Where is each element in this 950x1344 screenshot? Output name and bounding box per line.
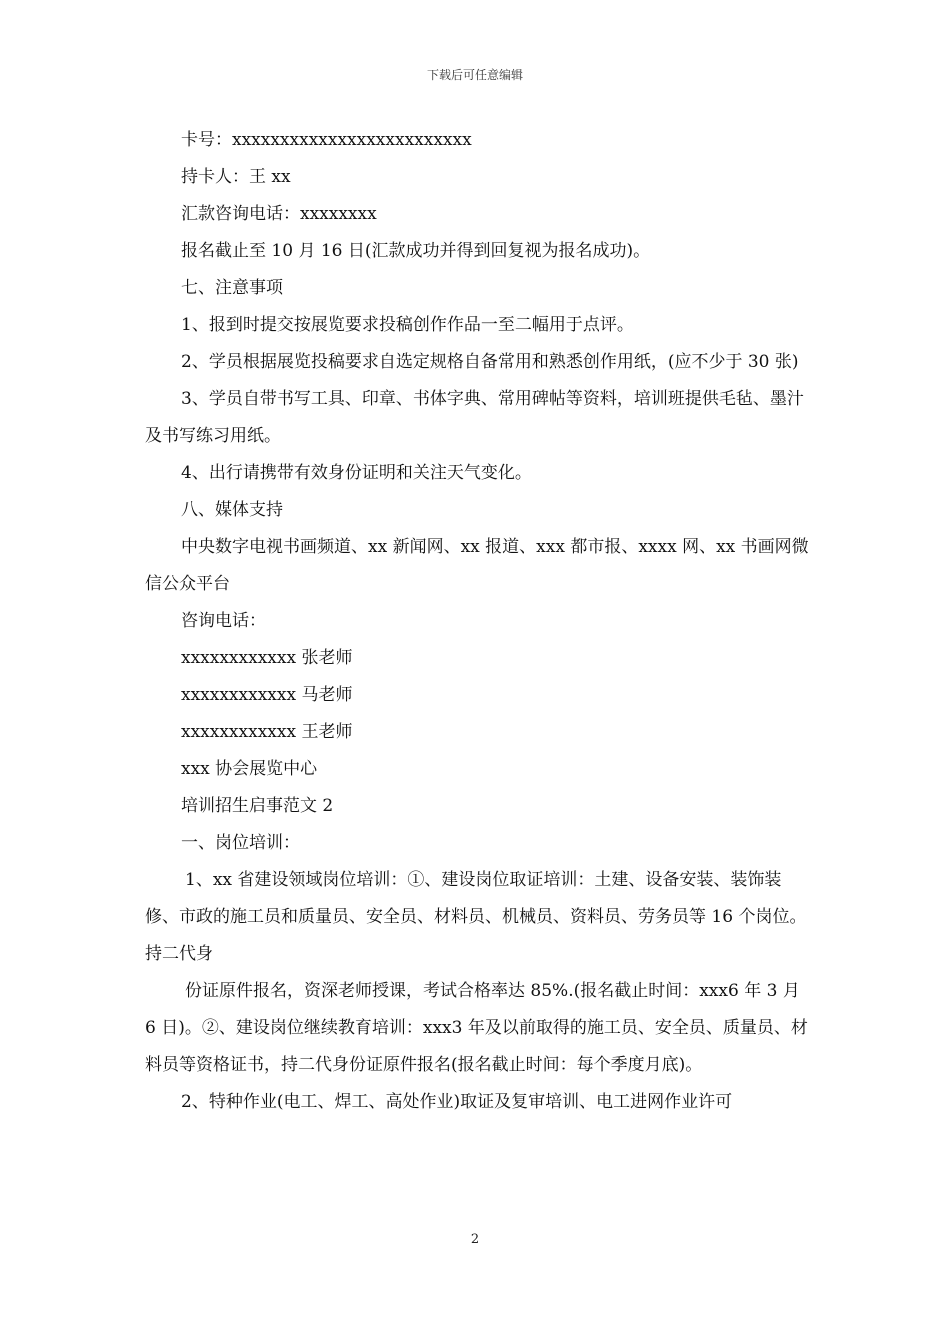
paragraph-training-2: 2、特种作业(电工、焊工、高处作业)取证及复审培训、电工进网作业许可 xyxy=(181,1092,733,1112)
paragraph-note-2: 2、学员根据展览投稿要求自选定规格自备常用和熟悉创作用纸，(应不少于 30 张) xyxy=(181,352,799,372)
paragraph-contact-ma: xxxxxxxxxxxx 马老师 xyxy=(181,685,353,705)
section-heading-media: 八、媒体支持 xyxy=(181,500,283,520)
paragraph-remittance-phone: 汇款咨询电话：xxxxxxxx xyxy=(181,204,377,224)
paragraph-cardholder: 持卡人：王 xx xyxy=(181,167,291,187)
paragraph-sample-title: 培训招生启事范文 2 xyxy=(181,796,334,816)
document-body xyxy=(145,122,810,1121)
paragraph-registration-deadline: 报名截止至 10 月 16 日(汇款成功并得到回复视为报名成功)。 xyxy=(181,241,651,261)
section-heading-notes: 七、注意事项 xyxy=(181,278,283,298)
paragraph-organizer: xxx 协会展览中心 xyxy=(181,759,318,779)
paragraph-consult-phone: 咨询电话： xyxy=(181,611,266,631)
paragraph-note-3: 3、学员自带书写工具、印章、书体字典、常用碑帖等资料，培训班提供毛毡、墨汁及书写练习用纸。 xyxy=(145,389,804,446)
paragraph-note-1: 1、报到时提交按展览要求投稿创作作品一至二幅用于点评。 xyxy=(181,315,634,335)
page-number: 2 xyxy=(470,1232,480,1247)
page-header: 下载后可任意编辑 xyxy=(426,68,523,82)
section-heading-job-training: 一、岗位培训： xyxy=(181,833,300,853)
paragraph-training-1: 1、xx 省建设领域岗位培训：①、建设岗位取证培训：土建、设备安装、装饰装修、市政的施工员和质量员、安全员、材料员、机械员、资料员、劳务员等 16 个岗位。持二代身 xyxy=(145,870,807,964)
paragraph-note-4: 4、出行请携带有效身份证明和关注天气变化。 xyxy=(181,463,532,483)
paragraph-media-list: 中央数字电视书画频道、xx 新闻网、xx 报道、xxx 都市报、xxxx 网、xx 书画网微信公众平台 xyxy=(145,537,809,594)
paragraph-contact-zhang: xxxxxxxxxxxx 张老师 xyxy=(181,648,353,668)
paragraph-training-1-cont: 份证原件报名，资深老师授课，考试合格率达 85%.(报名截止时间：xxx6 年 3 月 6 日)。②、建设岗位继续教育培训：xxx3 年及以前取得的施工员、安全员、质量员、材料员等资格证书，持二代身份证原件报名(报名截止时间：每个季度月底)。 xyxy=(145,981,808,1075)
paragraph-contact-wang: xxxxxxxxxxxx 王老师 xyxy=(181,722,353,742)
paragraph-card-number: 卡号：xxxxxxxxxxxxxxxxxxxxxxxxx xyxy=(181,130,472,150)
